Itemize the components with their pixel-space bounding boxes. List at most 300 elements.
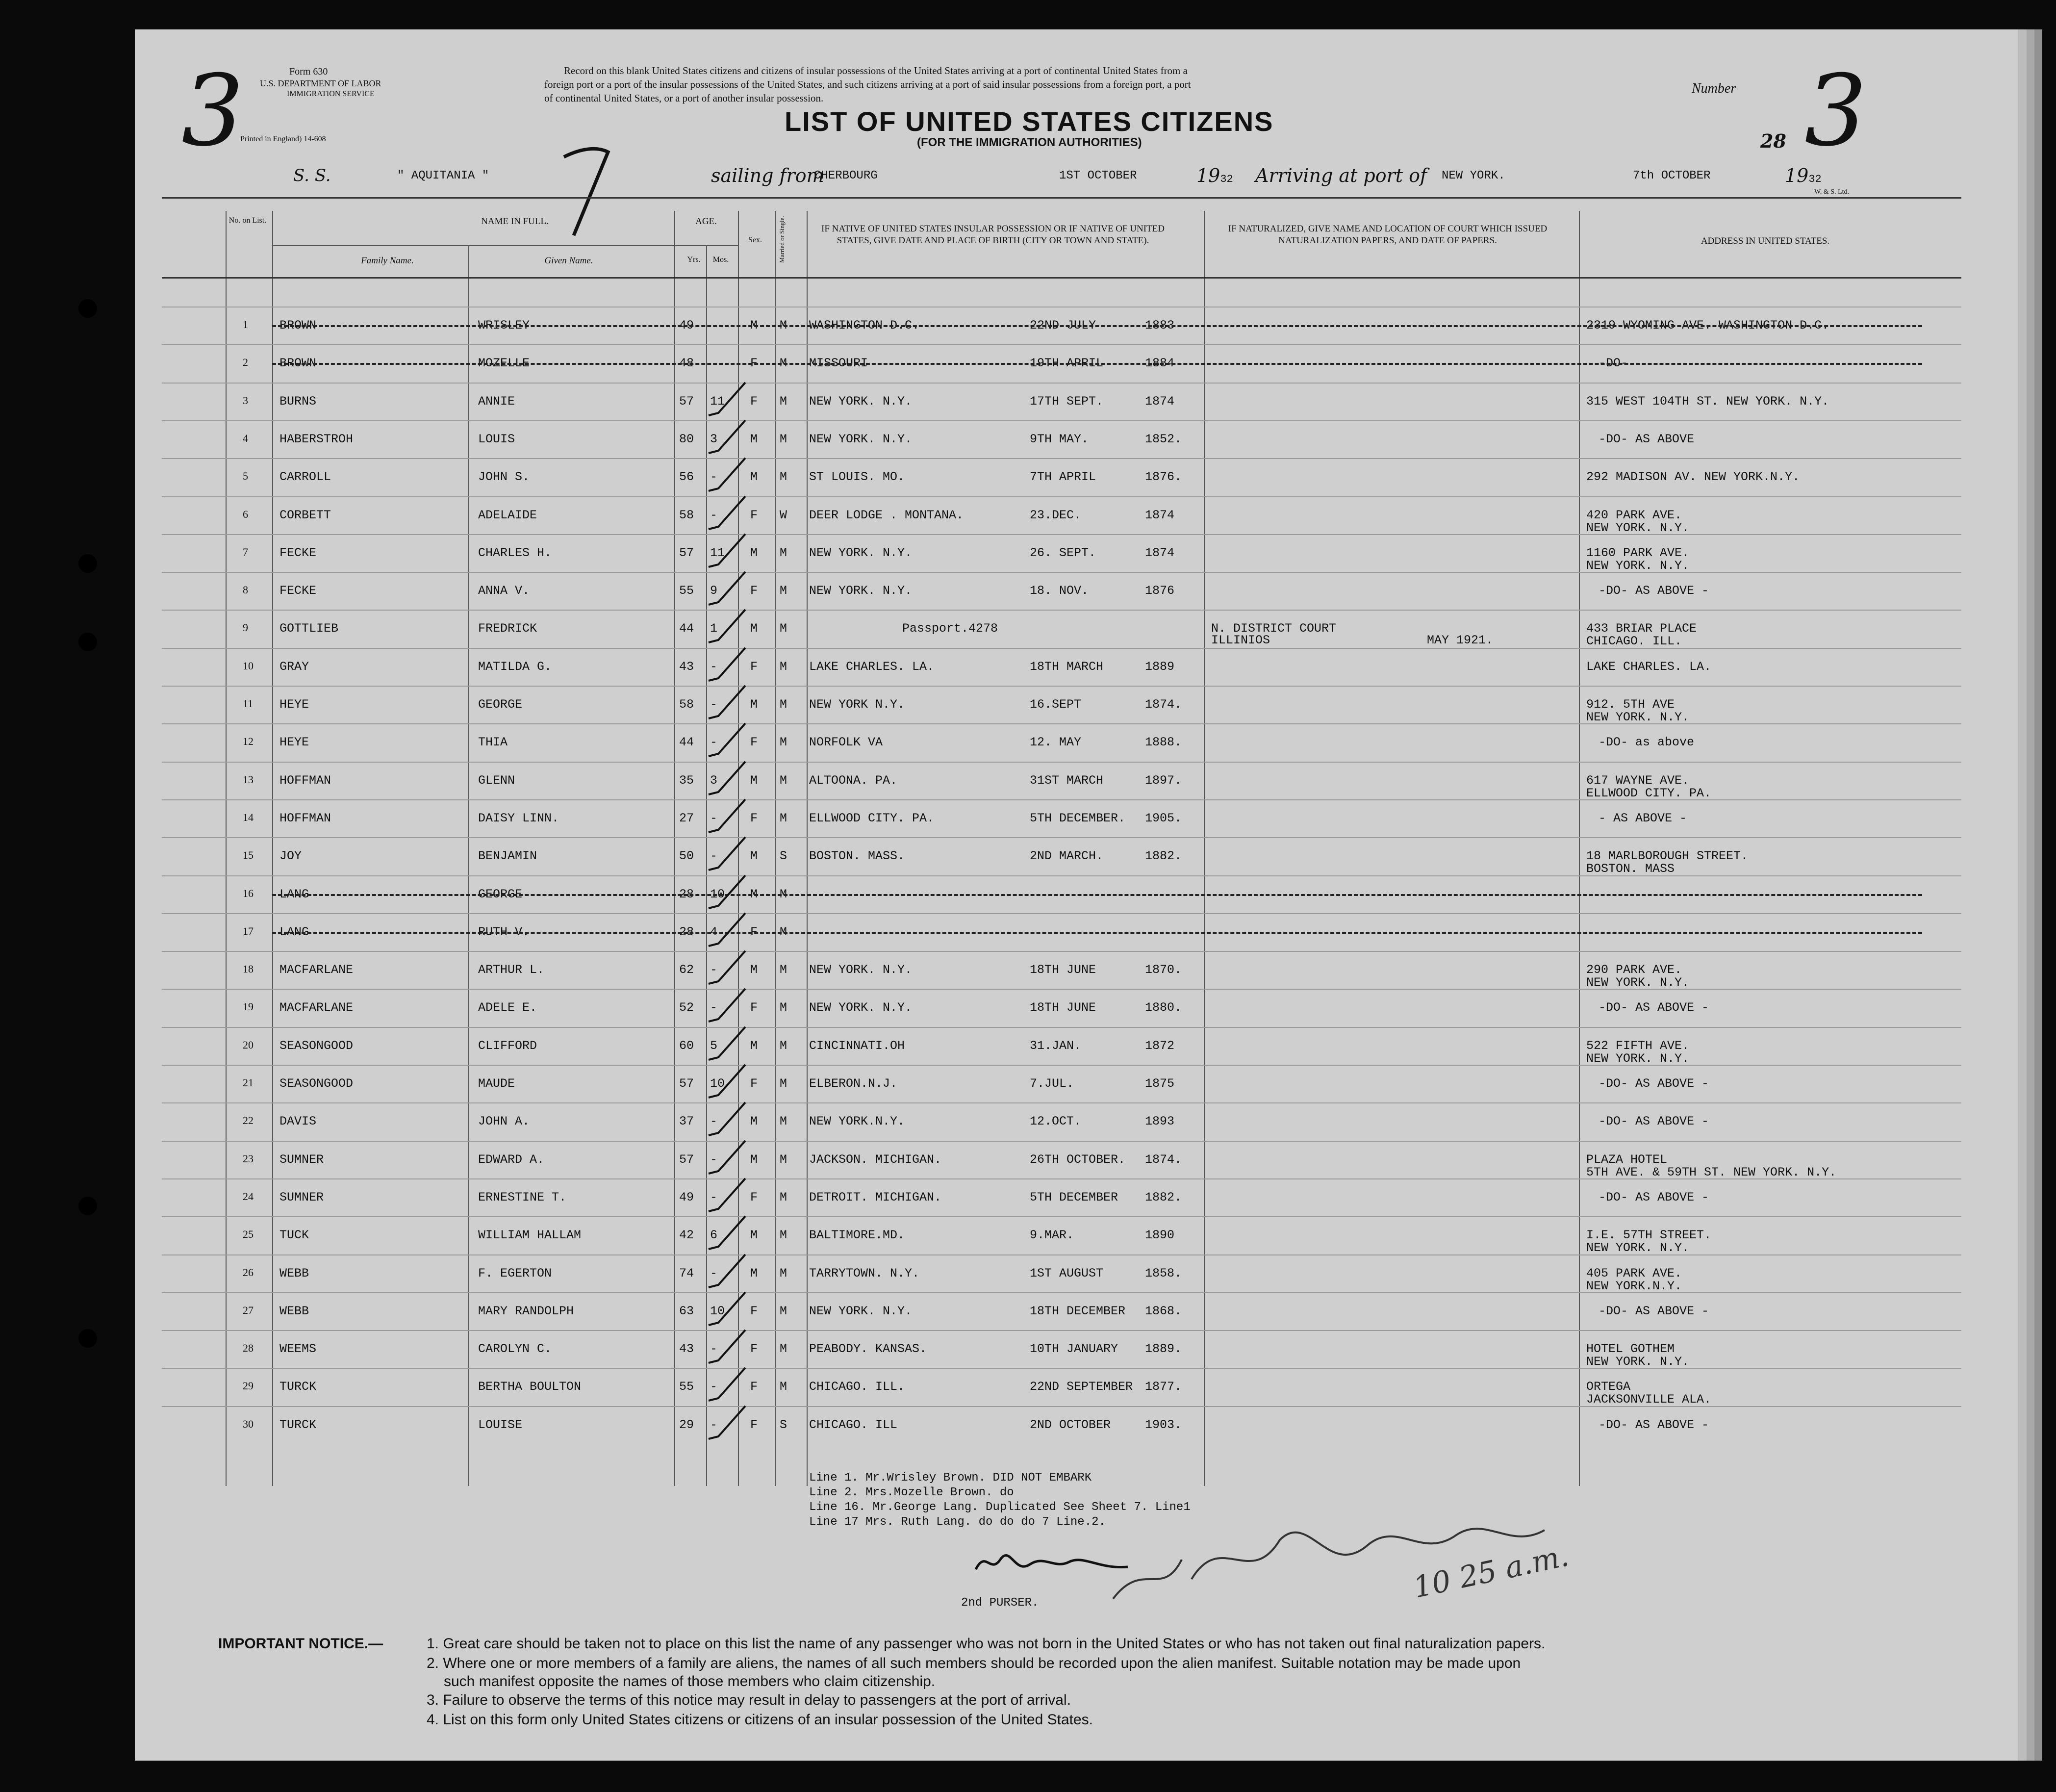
birth-year: 1868. <box>1145 1304 1182 1318</box>
row-number: 13 <box>243 773 254 786</box>
row-number: 12 <box>243 735 254 748</box>
marital-status: M <box>780 811 787 825</box>
notice-item: 1. Great care should be taken not to place on this list the name of any passenger who was not born in the United States or who has not taken out final naturalization papers. <box>427 1636 1546 1652</box>
family-name: FECKE <box>279 545 317 560</box>
address-line-1: -DO- AS ABOVE - <box>1599 1304 1709 1318</box>
given-name: BERTHA BOULTON <box>478 1380 582 1394</box>
marital-status: M <box>780 1152 787 1167</box>
instruction-line-3: of continental United States, or a port of another insular possession. <box>544 92 824 104</box>
age-months: - <box>710 735 718 750</box>
age-months: - <box>710 697 718 712</box>
table-row <box>162 1406 1961 1445</box>
age-years: 57 <box>679 1076 694 1091</box>
address-line-1: -DO- as above <box>1599 735 1695 750</box>
birth-year: 1874. <box>1145 697 1182 712</box>
court-name: N. DISTRICT COURT <box>1211 621 1337 636</box>
family-name: SEASONGOOD <box>279 1038 354 1053</box>
age-years: 57 <box>679 545 694 560</box>
sex: F <box>750 1076 758 1091</box>
age-months: - <box>710 659 718 674</box>
birth-date: 26. SEPT. <box>1030 545 1096 560</box>
table-row <box>162 1178 1961 1217</box>
marital-status: M <box>780 545 787 560</box>
address-line-1: 522 FIFTH AVE. <box>1586 1038 1690 1053</box>
sailing-label: sailing from <box>711 165 824 186</box>
page-subtitle: (FOR THE IMMIGRATION AUTHORITIES) <box>917 136 1142 149</box>
header-birth: IF NATIVE OF UNITED STATES INSULAR POSSESSION OR IF NATIVE OF UNITED STATES, GIVE DATE AND PLACE OF BIRTH (CITY OR TOWN AND STATE). <box>821 224 1165 246</box>
table-row <box>162 1292 1961 1331</box>
row-number: 23 <box>243 1152 254 1165</box>
handwritten-number: 28 <box>1760 130 1786 152</box>
sex: F <box>750 924 758 939</box>
age-years: 44 <box>679 621 694 636</box>
table-row <box>162 989 1961 1027</box>
table-row <box>162 648 1961 687</box>
age-months: - <box>710 849 718 864</box>
port-from: CHERBOURG <box>814 169 878 182</box>
birth-place: BALTIMORE.MD. <box>809 1228 905 1243</box>
birth-place: ALTOONA. PA. <box>809 773 898 788</box>
birth-year: 1874. <box>1145 1152 1182 1167</box>
sex: F <box>750 1380 758 1394</box>
header-name-full: NAME IN FULL. <box>481 216 549 227</box>
family-name: MACFARLANE <box>279 1000 354 1015</box>
marital-status: M <box>780 697 787 712</box>
binder-hole <box>78 299 97 318</box>
given-name: ARTHUR L. <box>478 963 545 977</box>
given-name: JOHN S. <box>478 470 530 485</box>
age-months: - <box>710 1380 718 1394</box>
address-line-1: 912. 5TH AVE <box>1586 697 1675 712</box>
marital-status: S <box>780 1417 787 1432</box>
family-name: LANG <box>279 924 309 939</box>
address-line-1: 2319 WYOMING AVE. WASHINGTON D.C. <box>1586 318 1829 333</box>
address-line-1: PLAZA HOTEL <box>1586 1152 1668 1167</box>
given-name: MARY RANDOLPH <box>478 1304 574 1318</box>
number-label: Number <box>1692 81 1736 96</box>
birth-date: 18. NOV. <box>1030 584 1089 598</box>
table-row <box>162 344 1961 383</box>
birth-place: MISSOURI <box>809 356 868 371</box>
age-months: - <box>710 1152 718 1167</box>
address-line-1: HOTEL GOTHEM <box>1586 1342 1675 1357</box>
given-name: MATILDA G. <box>478 659 552 674</box>
birth-date: 18TH JUNE <box>1030 963 1096 977</box>
table-row <box>162 686 1961 724</box>
birth-date: 31.JAN. <box>1030 1038 1082 1053</box>
birth-date: 22ND SEPTEMBER <box>1030 1380 1133 1394</box>
address-line-1: -DO- AS ABOVE - <box>1599 1417 1709 1432</box>
table-row <box>162 951 1961 990</box>
header-age: AGE. <box>695 216 717 227</box>
marital-status: M <box>780 1114 787 1129</box>
given-name: LOUISE <box>478 1417 523 1432</box>
row-number: 24 <box>243 1190 254 1203</box>
age-months: - <box>710 811 718 825</box>
header-naturalized: IF NATURALIZED, GIVE NAME AND LOCATION OF COURT WHICH ISSUED NATURALIZATION PAPERS, AND DATE OF PAPERS. <box>1228 224 1548 246</box>
sex: F <box>750 1304 758 1318</box>
line-note: Line 17 Mrs. Ruth Lang. do do do 7 Line.2. <box>809 1515 1106 1529</box>
sex: M <box>750 1228 758 1243</box>
row-number: 14 <box>243 811 254 823</box>
birth-date: 5TH DECEMBER <box>1030 1190 1118 1204</box>
birth-date: 22ND JULY <box>1030 318 1096 333</box>
table-row <box>162 1141 1961 1179</box>
birth-year: 1876. <box>1145 470 1182 485</box>
age-years: 60 <box>679 1038 694 1053</box>
sex: M <box>750 963 758 977</box>
binder-hole <box>78 554 97 573</box>
address-line-1: -DO- AS ABOVE - <box>1599 1000 1709 1015</box>
age-years: 52 <box>679 1000 694 1015</box>
marital-status: M <box>780 584 787 598</box>
given-name: ADELAIDE <box>478 508 537 522</box>
family-name: BROWN <box>279 318 317 333</box>
birth-date: 18TH JUNE <box>1030 1000 1096 1015</box>
birth-year: 1893 <box>1145 1114 1175 1129</box>
row-number: 8 <box>243 584 248 596</box>
age-years: 55 <box>679 1380 694 1394</box>
age-years: 58 <box>679 697 694 712</box>
marital-status: M <box>780 924 787 939</box>
birth-place: DETROIT. MICHIGAN. <box>809 1190 942 1204</box>
header-address: ADDRESS IN UNITED STATES. <box>1701 236 1830 246</box>
birth-year: 1882. <box>1145 849 1182 864</box>
birth-place: NEW YORK. N.Y. <box>809 1304 913 1318</box>
address-line-1: 18 MARLBOROUGH STREET. <box>1586 849 1749 864</box>
table-row <box>162 534 1961 573</box>
given-name: GEORGE <box>478 887 523 901</box>
row-number: 21 <box>243 1076 254 1089</box>
address-line-1: 292 MADISON AV. NEW YORK.N.Y. <box>1586 470 1800 485</box>
address-line-1: 1160 PARK AVE. <box>1586 545 1690 560</box>
row-number: 20 <box>243 1038 254 1051</box>
given-name: FREDRICK <box>478 621 537 636</box>
birth-place: ST LOUIS. MO. <box>809 470 905 485</box>
row-number: 28 <box>243 1342 254 1355</box>
age-months: 11 <box>710 394 725 409</box>
sex: M <box>750 849 758 864</box>
marital-status: M <box>780 432 787 446</box>
row-number: 25 <box>243 1228 254 1241</box>
strike-line <box>272 932 1922 934</box>
address-line-1: I.E. 57TH STREET. <box>1586 1228 1712 1243</box>
age-months: - <box>710 508 718 522</box>
age-months: - <box>710 1342 718 1357</box>
birth-place: NEW YORK. N.Y. <box>809 432 913 446</box>
header-mos: Mos. <box>712 256 729 264</box>
given-name: ANNA V. <box>478 584 530 598</box>
table-row <box>162 1216 1961 1255</box>
birth-place: CHICAGO. ILL <box>809 1417 898 1432</box>
birth-place: BOSTON. MASS. <box>809 849 905 864</box>
address-line-2: NEW YORK. N.Y. <box>1586 1051 1690 1066</box>
printed-note: Printed in England) 14-608 <box>240 135 326 143</box>
marital-status: M <box>780 318 787 333</box>
family-name: TUCK <box>279 1228 309 1243</box>
birth-date: 9.MAR. <box>1030 1228 1074 1243</box>
family-name: GRAY <box>279 659 309 674</box>
marital-status: M <box>780 1266 787 1280</box>
table-row <box>162 1368 1961 1407</box>
row-number: 30 <box>243 1417 254 1430</box>
birth-date: 12.OCT. <box>1030 1114 1082 1129</box>
page-title: LIST OF UNITED STATES CITIZENS <box>785 106 1274 137</box>
marital-status: M <box>780 394 787 409</box>
birth-date: 26TH OCTOBER. <box>1030 1152 1126 1167</box>
table-row <box>162 1254 1961 1293</box>
row-number: 27 <box>243 1304 254 1316</box>
instruction-line-2: foreign port or a port of the insular possessions of the United States, and such citizens arriving at a port of said insular possessions from a foreign port, a port <box>544 78 1191 90</box>
family-name: HEYE <box>279 735 309 750</box>
age-years: 55 <box>679 584 694 598</box>
birth-place: LAKE CHARLES. LA. <box>809 659 935 674</box>
strike-line <box>272 325 1922 327</box>
age-months: 4 <box>710 924 718 939</box>
marital-status: M <box>780 659 787 674</box>
birth-place: NEW YORK. N.Y. <box>809 545 913 560</box>
arrival-date: 7th OCTOBER <box>1633 169 1711 182</box>
birth-place: NORFOLK VA <box>809 735 883 750</box>
given-name: MOZELLE <box>478 356 530 371</box>
row-number: 19 <box>243 1000 254 1013</box>
birth-date: 10TH JANUARY <box>1030 1342 1118 1357</box>
row-number: 17 <box>243 924 254 937</box>
sex: F <box>750 735 758 750</box>
family-name: SUMNER <box>279 1190 324 1204</box>
strike-line <box>272 894 1922 896</box>
birth-year: 1870. <box>1145 963 1182 977</box>
table-row <box>162 458 1961 497</box>
given-name: GEORGE <box>478 697 523 712</box>
sailing-year: 1932 <box>1196 165 1233 186</box>
address-line-2: NEW YORK. N.Y. <box>1586 558 1690 573</box>
age-months: - <box>710 1114 718 1129</box>
marital-status: M <box>780 621 787 636</box>
age-years: 74 <box>679 1266 694 1280</box>
address-line-1: LAKE CHARLES. LA. <box>1586 659 1712 674</box>
family-name: JOY <box>279 849 302 864</box>
marital-status: S <box>780 849 787 864</box>
table-row <box>162 610 1961 648</box>
birth-date: 17TH SEPT. <box>1030 394 1104 409</box>
family-name: LANG <box>279 887 309 901</box>
age-years: 58 <box>679 508 694 522</box>
address-line-2: 5TH AVE. & 59TH ST. NEW YORK. N.Y. <box>1586 1165 1837 1179</box>
age-years: 56 <box>679 470 694 485</box>
given-name: THIA <box>478 735 508 750</box>
marital-status: M <box>780 1000 787 1015</box>
table-row <box>162 496 1961 535</box>
address-line-1: - AS ABOVE - <box>1599 811 1687 825</box>
birth-year: 1903. <box>1145 1417 1182 1432</box>
arriving-label: Arriving at port of <box>1255 165 1427 186</box>
address-line-2: NEW YORK. N.Y. <box>1586 1241 1690 1255</box>
family-name: HOFFMAN <box>279 773 331 788</box>
birth-date: 31ST MARCH <box>1030 773 1104 788</box>
address-line-2: ELLWOOD CITY. PA. <box>1586 786 1712 800</box>
family-name: WEEMS <box>279 1342 317 1357</box>
sex: F <box>750 1190 758 1204</box>
address-line-1: -DO- AS ABOVE - <box>1599 1114 1709 1129</box>
address-line-1: 405 PARK AVE. <box>1586 1266 1682 1280</box>
given-name: CLIFFORD <box>478 1038 537 1053</box>
header-no: No. on List. <box>228 216 267 225</box>
age-months: 3 <box>710 432 718 446</box>
sex: F <box>750 1342 758 1357</box>
family-name: DAVIS <box>279 1114 317 1129</box>
row-number: 7 <box>243 545 248 558</box>
address-line-1: -DO- AS ABOVE - <box>1599 1076 1709 1091</box>
given-name: DAISY LINN. <box>478 811 559 825</box>
family-name: BROWN <box>279 356 317 371</box>
birth-year: 1875 <box>1145 1076 1175 1091</box>
row-number: 5 <box>243 470 248 483</box>
inspector-signature <box>1103 1501 1711 1628</box>
family-name: TURCK <box>279 1380 317 1394</box>
birth-year: 1874 <box>1145 394 1175 409</box>
birth-year: 1888. <box>1145 735 1182 750</box>
age-months: - <box>710 1190 718 1204</box>
sex: M <box>750 887 758 901</box>
age-months: 3 <box>710 773 718 788</box>
service: IMMIGRATION SERVICE <box>287 90 375 98</box>
address-line-2: JACKSONVILLE ALA. <box>1586 1392 1712 1407</box>
age-years: 80 <box>679 432 694 446</box>
birth-place: NEW YORK. N.Y. <box>809 963 913 977</box>
header-family: Family Name. <box>361 256 414 266</box>
address-line-1: 290 PARK AVE. <box>1586 963 1682 977</box>
birth-date: 2ND OCTOBER <box>1030 1417 1111 1432</box>
marital-status: M <box>780 1342 787 1357</box>
sex: F <box>750 584 758 598</box>
birth-date: 19TH APRIL <box>1030 356 1104 371</box>
family-name: FECKE <box>279 584 317 598</box>
given-name: CAROLYN C. <box>478 1342 552 1357</box>
age-years: 43 <box>679 1342 694 1357</box>
age-years: 28 <box>679 924 694 939</box>
header-sex: Sex. <box>748 236 762 244</box>
age-months: 6 <box>710 1228 718 1243</box>
address-line-1: ORTEGA <box>1586 1380 1631 1394</box>
row-number: 3 <box>243 394 248 407</box>
given-name: WRISLEY <box>478 318 530 333</box>
family-name: BURNS <box>279 394 317 409</box>
birth-place: WASHINGTON D.C. <box>809 318 920 333</box>
family-name: CORBETT <box>279 508 331 522</box>
given-name: LOUIS <box>478 432 515 446</box>
given-name: ANNIE <box>478 394 515 409</box>
birth-year: 1872 <box>1145 1038 1175 1053</box>
table-row <box>162 913 1961 952</box>
birth-place: Passport.4278 <box>902 621 998 636</box>
given-name: JOHN A. <box>478 1114 530 1129</box>
birth-place: TARRYTOWN. N.Y. <box>809 1266 920 1280</box>
table-row <box>162 307 1961 345</box>
header-married: Married or Single. <box>778 216 786 263</box>
birth-place: PEABODY. KANSAS. <box>809 1342 927 1357</box>
sex: F <box>750 1417 758 1432</box>
address-line-1: -DO- AS ABOVE - <box>1599 1190 1709 1204</box>
age-years: 37 <box>679 1114 694 1129</box>
table-row <box>162 762 1961 800</box>
birth-date: 1ST AUGUST <box>1030 1266 1104 1280</box>
row-number: 9 <box>243 621 248 634</box>
line-note: Line 2. Mrs.Mozelle Brown. do <box>809 1486 1014 1499</box>
address-line-2: NEW YORK. N.Y. <box>1586 975 1690 990</box>
family-name: HABERSTROH <box>279 432 354 446</box>
row-number: 10 <box>243 659 254 672</box>
page-number-left: 3 <box>181 54 244 168</box>
strike-line <box>272 363 1922 365</box>
family-name: HOFFMAN <box>279 811 331 825</box>
birth-year: 1905. <box>1145 811 1182 825</box>
sex: F <box>750 508 758 522</box>
row-number: 15 <box>243 849 254 862</box>
marital-status: M <box>780 887 787 901</box>
address-line-2: CHICAGO. ILL. <box>1586 634 1682 649</box>
line-note: Line 1. Mr.Wrisley Brown. DID NOT EMBARK <box>809 1471 1092 1485</box>
sex: M <box>750 697 758 712</box>
check-mark <box>706 1402 750 1446</box>
address-line-1: -DO- AS ABOVE <box>1599 432 1695 446</box>
birth-place: JACKSON. MICHIGAN. <box>809 1152 942 1167</box>
birth-date: 12. MAY <box>1030 735 1082 750</box>
table-row <box>162 383 1961 421</box>
table-row <box>162 1102 1961 1141</box>
sex: M <box>750 1152 758 1167</box>
birth-place: DEER LODGE . MONTANA. <box>809 508 964 522</box>
marital-status: M <box>780 773 787 788</box>
birth-date: 23.DEC. <box>1030 508 1082 522</box>
birth-date: 7.JUL. <box>1030 1076 1074 1091</box>
birth-year: 1889 <box>1145 659 1175 674</box>
family-name: HEYE <box>279 697 309 712</box>
form-number: Form 630 <box>289 66 328 77</box>
row-number: 6 <box>243 508 248 520</box>
birth-year: 1883 <box>1145 318 1175 333</box>
birth-date: 2ND MARCH. <box>1030 849 1104 864</box>
birth-date: 7TH APRIL <box>1030 470 1096 485</box>
sex: F <box>750 811 758 825</box>
birth-year: 1897. <box>1145 773 1182 788</box>
ss-label: S. S. <box>293 166 331 185</box>
age-months: - <box>710 1000 718 1015</box>
purser-label: 2nd PURSER. <box>961 1596 1039 1610</box>
page-number-right: 3 <box>1804 54 1867 168</box>
marital-status: M <box>780 735 787 750</box>
age-years: 57 <box>679 394 694 409</box>
table-row <box>162 799 1961 838</box>
birth-year: 1852. <box>1145 432 1182 446</box>
family-name: SUMNER <box>279 1152 324 1167</box>
port-to: NEW YORK. <box>1442 169 1505 182</box>
age-years: 63 <box>679 1304 694 1318</box>
age-years: 57 <box>679 1152 694 1167</box>
given-name: BENJAMIN <box>478 849 537 864</box>
sex: M <box>750 432 758 446</box>
address-line-1: 315 WEST 104TH ST. NEW YORK. N.Y. <box>1586 394 1829 409</box>
marital-status: M <box>780 1038 787 1053</box>
birth-year: 1858. <box>1145 1266 1182 1280</box>
age-years: 44 <box>679 735 694 750</box>
row-number: 22 <box>243 1114 254 1127</box>
age-months: 10 <box>710 1076 725 1091</box>
sex: M <box>750 1114 758 1129</box>
marital-status: M <box>780 1304 787 1318</box>
address-line-2: BOSTON. MASS <box>1586 862 1675 876</box>
age-months: 10 <box>710 1304 725 1318</box>
